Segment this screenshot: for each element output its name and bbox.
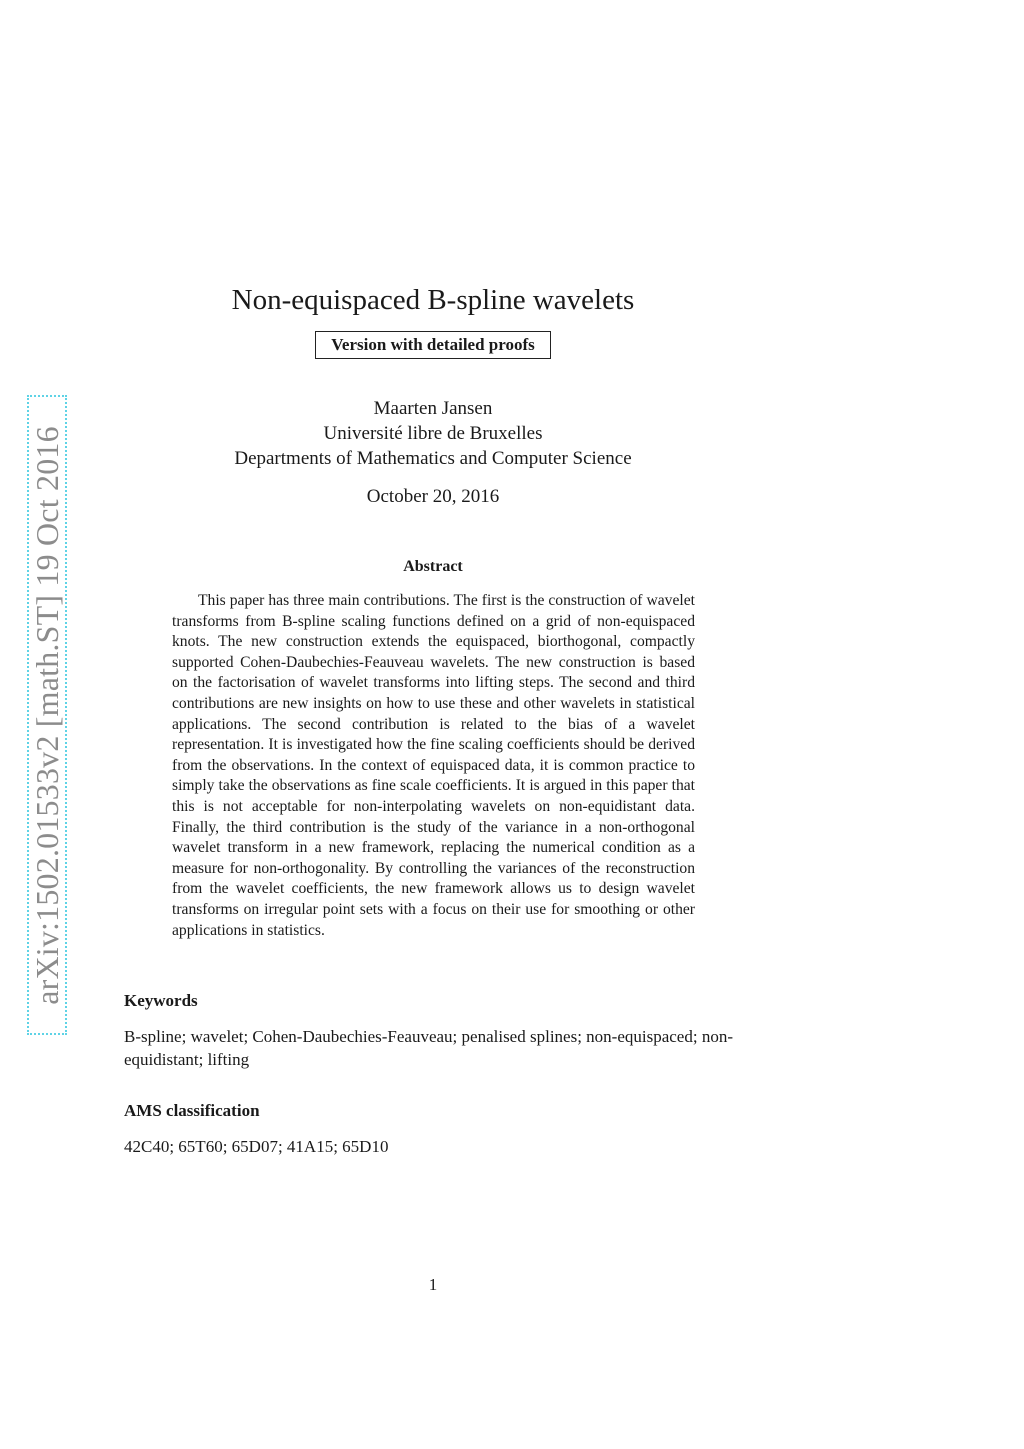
author-name: Maarten Jansen: [373, 398, 493, 419]
ams-classification-heading: AMS classification: [124, 1101, 260, 1120]
abstract-body: This paper has three main contributions. The first is the construction of wavelet transforms from B-spline scaling functions defined on a grid of non-equispaced knots. The new construction extends the equispaced, biorthogonal, compactly supported Cohen-Daubechies-Feauveau wavelets. The new construction is based on the factorisation of wavelet transforms into lifting steps. The second and third contributions are new insights on how to use these and other wavelets in statistical applications. The second contribution is related to the bias of a wavelet representation. It is investigated how the fine scaling coefficients should be derived from the observations. In the context of equispaced data, it is common practice to simply take the observations as fine scale coefficients. It is argued in this paper that this is not acceptable for non-interpolating wavelets on non-equidistant data. Finally, the third contribution is the study of the variance in a non-orthogonal wavelet transform in a new framework, replacing the numerical condition as a measure for non-orthogonality. By controlling the variances of the reconstruction from the wavelet coefficients, the new framework allows us to design wavelet transforms on irregular point sets with a focus on their use for smoothing or other applications in statistics.: [172, 592, 695, 939]
ams-classification-text: 42C40; 65T60; 65D07; 41A15; 65D10: [124, 1137, 389, 1156]
paper-subtitle-box: Version with detailed proofs: [315, 331, 551, 359]
author-department: Departments of Mathematics and Computer Science: [234, 448, 632, 469]
paper-date: October 20, 2016: [366, 486, 500, 507]
keywords-text: B-spline; wavelet; Cohen-Daubechies-Feauveau; penalised splines; non-equispaced; non-equidistant; lifting: [124, 1027, 733, 1069]
author-block: [0, 396, 866, 471]
arxiv-identifier-text: arXiv:1502.01533v2 [math.ST] 19 Oct 2016: [28, 425, 65, 1005]
page-number: 1: [428, 1275, 438, 1294]
keywords-heading: Keywords: [124, 991, 198, 1010]
paper-title: Non-equispaced B-spline wavelets: [231, 284, 635, 316]
abstract-heading: Abstract: [403, 558, 463, 575]
author-affiliation: Université libre de Bruxelles: [323, 423, 543, 444]
